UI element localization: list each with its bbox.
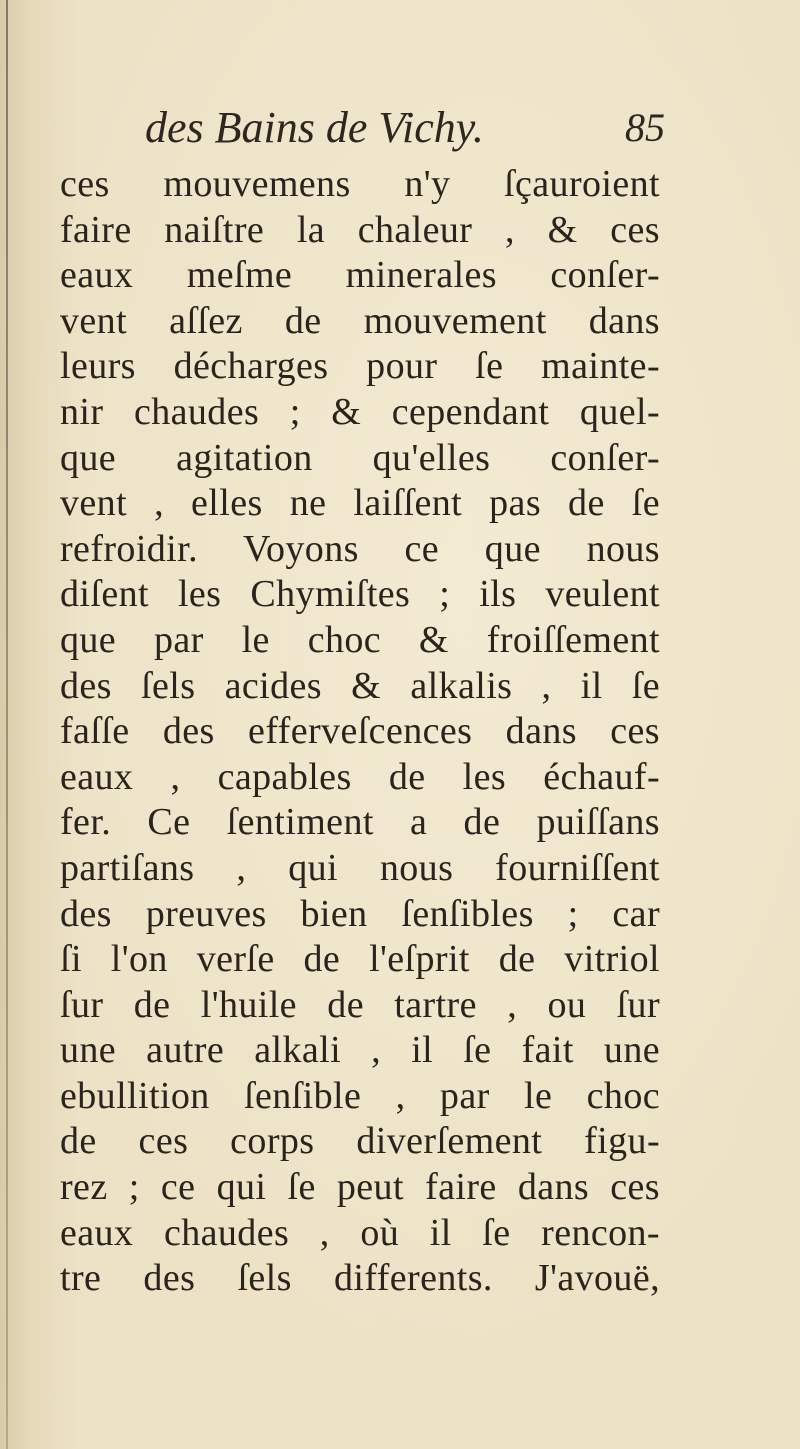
text-line: vent , elles ne laiſſent pas de ſe	[60, 482, 660, 525]
text-line: que par le choc & froiſſement	[60, 618, 660, 661]
page-gutter-edge	[6, 0, 8, 1449]
page-number: 85	[625, 105, 665, 150]
text-line: eaux meſme minerales conſer-	[60, 254, 660, 297]
text-line: ces mouvemens n'y ſçauroient	[60, 163, 660, 205]
text-line: eaux chaudes , où il ſe rencon-	[60, 1211, 660, 1254]
text-line: refroidir. Voyons ce que nous	[60, 527, 660, 570]
text-line: fer. Ce ſentiment a de puiſſans	[60, 801, 660, 844]
text-line: une autre alkali , il ſe fait une	[60, 1029, 660, 1072]
text-line: ſi l'on verſe de l'eſprit de vitriol	[60, 938, 660, 981]
text-line: que agitation qu'elles conſer-	[60, 436, 660, 479]
text-line: leurs décharges pour ſe mainte-	[60, 345, 660, 388]
text-line: partiſans , qui nous fourniſſent	[60, 846, 660, 889]
text-line: ſur de l'huile de tartre , ou ſur	[60, 983, 660, 1026]
text-line: faire naiſtre la chaleur , & ces	[60, 208, 660, 251]
text-line: rez ; ce qui ſe peut faire dans ces	[60, 1166, 660, 1209]
running-title: des Bains de Vichy.	[145, 103, 484, 152]
text-line: nir chaudes ; & cependant quel-	[60, 390, 660, 433]
text-line: vent aſſez de mouvement dans	[60, 299, 660, 342]
text-line: faſſe des effervеſcences dans ces	[60, 710, 660, 753]
body-text	[60, 162, 660, 1302]
text-line: diſent les Chymiſtes ; ils veulent	[60, 573, 660, 616]
text-line: de ces corps diverſement figu-	[60, 1120, 660, 1163]
text-line: ebullition ſenſible , par le choc	[60, 1074, 660, 1117]
text-line: eaux , capables de les échauf-	[60, 755, 660, 798]
text-line: tre des ſels differents. J'avouë,	[60, 1257, 660, 1300]
text-line: des ſels acides & alkalis , il ſe	[60, 664, 660, 707]
page-header	[145, 98, 665, 158]
text-line: des preuves bien ſenſibles ; car	[60, 892, 660, 935]
